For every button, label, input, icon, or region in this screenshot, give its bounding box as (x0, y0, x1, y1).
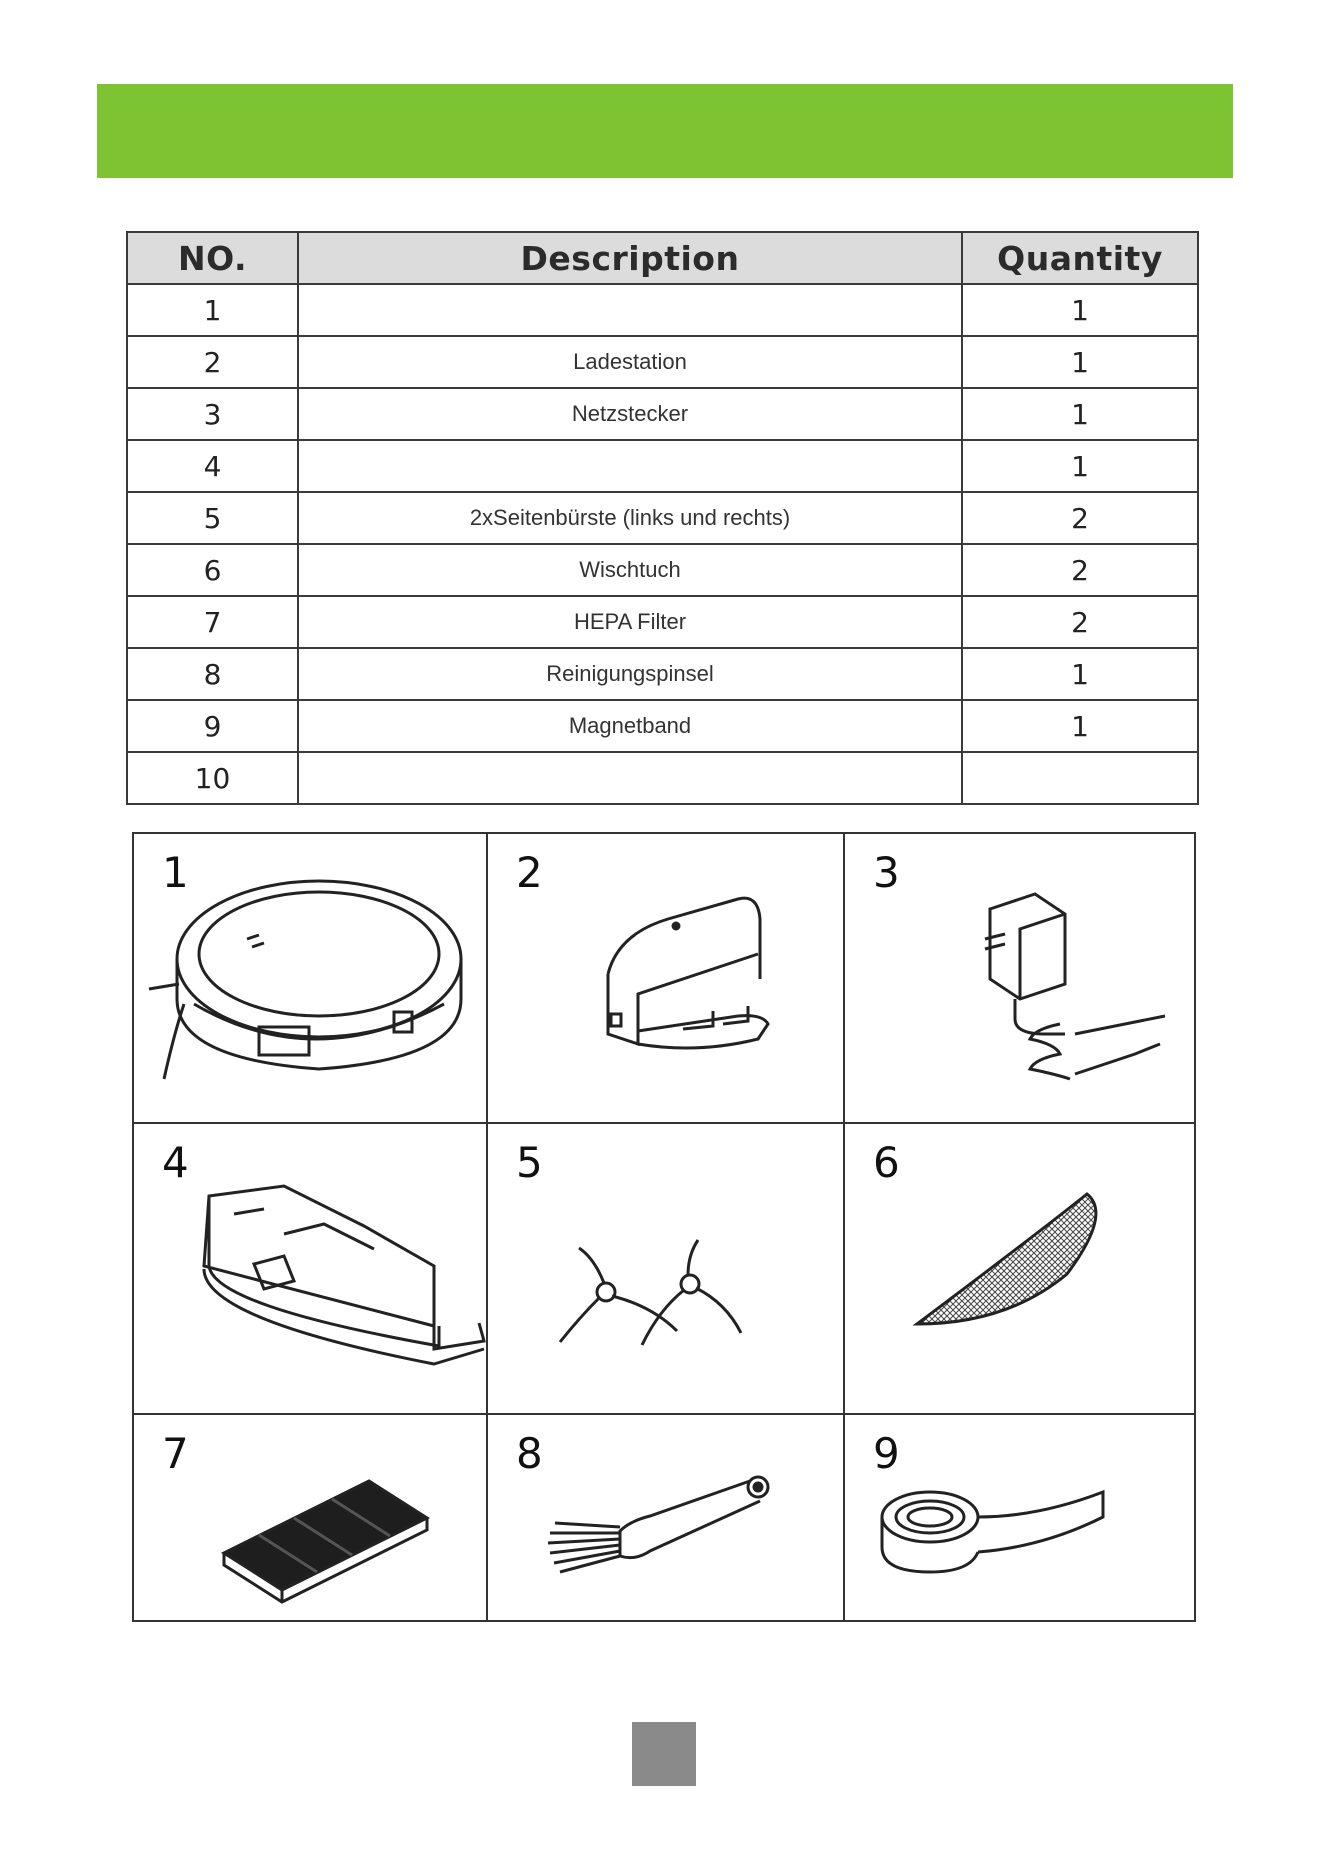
row-quantity: 1 (962, 700, 1198, 752)
illustration-cell (488, 834, 845, 1124)
table-row (127, 336, 1198, 388)
row-quantity: 1 (962, 440, 1198, 492)
header-no: NO. (127, 232, 298, 284)
row-quantity: 2 (962, 492, 1198, 544)
illustration-cell (845, 1415, 1194, 1620)
table-row (127, 596, 1198, 648)
page-number-box (632, 1722, 696, 1786)
illustration-number: 5 (516, 1138, 543, 1187)
row-quantity: 1 (962, 336, 1198, 388)
row-description: Magnetband (298, 700, 962, 752)
row-no: 3 (127, 388, 298, 440)
row-no: 6 (127, 544, 298, 596)
row-quantity (962, 752, 1198, 804)
illustration-number: 7 (162, 1429, 189, 1478)
illustration-cell (845, 1124, 1194, 1415)
row-quantity: 1 (962, 648, 1198, 700)
row-description (298, 440, 962, 492)
row-description: 2xSeitenbürste (links und rechts) (298, 492, 962, 544)
illustration-number: 9 (873, 1429, 900, 1478)
table-row (127, 544, 1198, 596)
table-row (127, 648, 1198, 700)
illustration-cell (134, 1415, 488, 1620)
row-quantity: 1 (962, 284, 1198, 336)
row-no: 4 (127, 440, 298, 492)
illustration-number: 4 (162, 1138, 189, 1187)
table-row (127, 700, 1198, 752)
row-description: Reinigungspinsel (298, 648, 962, 700)
illustration-number: 6 (873, 1138, 900, 1187)
table-header-row (127, 232, 1198, 284)
row-description: Netzstecker (298, 388, 962, 440)
parts-table (126, 231, 1199, 805)
row-quantity: 1 (962, 388, 1198, 440)
illustration-cell (845, 834, 1194, 1124)
table-row (127, 492, 1198, 544)
illustration-cell (488, 1124, 845, 1415)
table-row (127, 388, 1198, 440)
row-no: 5 (127, 492, 298, 544)
illustration-cell (134, 1124, 488, 1415)
row-description (298, 752, 962, 804)
row-description: HEPA Filter (298, 596, 962, 648)
row-no: 2 (127, 336, 298, 388)
illustration-cell (134, 834, 488, 1124)
table-row (127, 284, 1198, 336)
row-description (298, 284, 962, 336)
row-no: 10 (127, 752, 298, 804)
row-quantity: 2 (962, 596, 1198, 648)
row-description: Ladestation (298, 336, 962, 388)
row-quantity: 2 (962, 544, 1198, 596)
illustration-number: 2 (516, 848, 543, 897)
row-no: 9 (127, 700, 298, 752)
table-row (127, 440, 1198, 492)
table-row (127, 752, 1198, 804)
row-no: 1 (127, 284, 298, 336)
row-no: 8 (127, 648, 298, 700)
row-description: Wischtuch (298, 544, 962, 596)
illustration-cell (488, 1415, 845, 1620)
header-banner (97, 84, 1233, 178)
illustration-number: 3 (873, 848, 900, 897)
parts-illustration-grid (132, 832, 1196, 1622)
header-quantity: Quantity (962, 232, 1198, 284)
illustration-number: 8 (516, 1429, 543, 1478)
illustration-number: 1 (162, 848, 189, 897)
row-no: 7 (127, 596, 298, 648)
header-description: Description (298, 232, 962, 284)
